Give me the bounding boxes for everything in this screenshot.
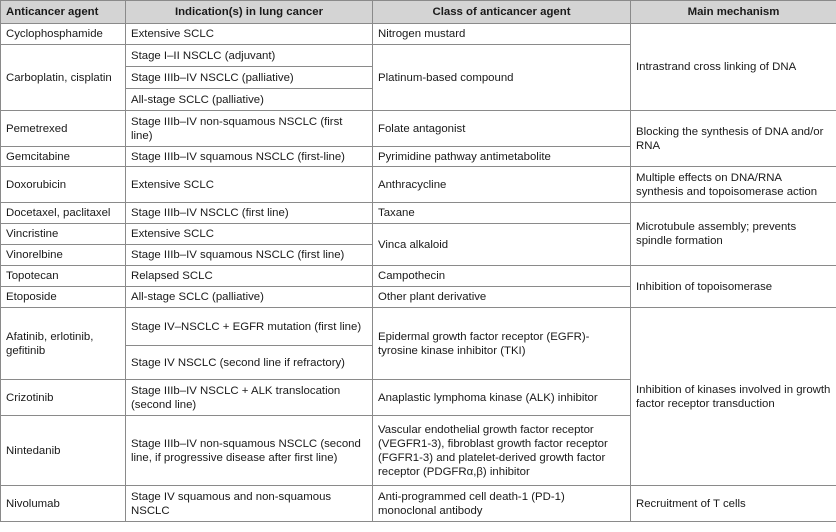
indication-cell: Stage I–II NSCLC (adjuvant) <box>126 45 373 67</box>
table-row <box>1 24 836 45</box>
class-cell: Platinum-based compound <box>373 45 631 111</box>
mechanism-cell: Inhibition of kinases involved in growth factor receptor transduction <box>631 308 836 486</box>
class-cell: Folate antagonist <box>373 111 631 147</box>
class-cell: Vascular endothelial growth factor receptor (VEGFR1-3), fibroblast growth factor receptor (FGFR1-3) and platelet-derived growth factor receptor (PDGFRα,β) inhibitor <box>373 416 631 486</box>
table-row <box>1 486 836 522</box>
indication-cell: Stage IV NSCLC (second line if refractory) <box>126 346 373 380</box>
agent-cell: Vinorelbine <box>1 245 126 266</box>
indication-cell: Stage IIIb–IV squamous NSCLC (first-line) <box>126 147 373 167</box>
agent-cell: Cyclophosphamide <box>1 24 126 45</box>
indication-cell: Stage IV squamous and non-squamous NSCLC <box>126 486 373 522</box>
class-cell: Other plant derivative <box>373 287 631 308</box>
indication-cell: Extensive SCLC <box>126 24 373 45</box>
indication-cell: All-stage SCLC (palliative) <box>126 287 373 308</box>
agent-cell: Crizotinib <box>1 380 126 416</box>
class-cell: Anti-programmed cell death-1 (PD-1) monoclonal antibody <box>373 486 631 522</box>
class-cell: Taxane <box>373 203 631 224</box>
mechanism-cell: Blocking the synthesis of DNA and/or RNA <box>631 111 836 167</box>
agent-cell: Afatinib, erlotinib, gefitinib <box>1 308 126 380</box>
header-class: Class of anticancer agent <box>373 1 631 24</box>
table-row <box>1 203 836 224</box>
agent-cell: Carboplatin, cisplatin <box>1 45 126 111</box>
class-cell: Campothecin <box>373 266 631 287</box>
table-row <box>1 266 836 287</box>
agent-cell: Etoposide <box>1 287 126 308</box>
header-mechanism: Main mechanism <box>631 1 836 24</box>
table-row <box>1 308 836 346</box>
header-indication: Indication(s) in lung cancer <box>126 1 373 24</box>
indication-cell: Stage IIIb–IV non-squamous NSCLC (first line) <box>126 111 373 147</box>
agent-cell: Nivolumab <box>1 486 126 522</box>
indication-cell: All-stage SCLC (palliative) <box>126 89 373 111</box>
indication-cell: Stage IIIb–IV NSCLC (palliative) <box>126 67 373 89</box>
indication-cell: Stage IIIb–IV NSCLC + ALK translocation (second line) <box>126 380 373 416</box>
class-cell: Anthracycline <box>373 167 631 203</box>
agent-cell: Doxorubicin <box>1 167 126 203</box>
indication-cell: Relapsed SCLC <box>126 266 373 287</box>
class-cell: Epidermal growth factor receptor (EGFR)-tyrosine kinase inhibitor (TKI) <box>373 308 631 380</box>
agent-cell: Docetaxel, paclitaxel <box>1 203 126 224</box>
indication-cell: Stage IIIb–IV NSCLC (first line) <box>126 203 373 224</box>
class-cell: Pyrimidine pathway antimetabolite <box>373 147 631 167</box>
indication-cell: Extensive SCLC <box>126 224 373 245</box>
indication-cell: Extensive SCLC <box>126 167 373 203</box>
header-row <box>1 1 836 24</box>
class-cell: Nitrogen mustard <box>373 24 631 45</box>
mechanism-cell: Multiple effects on DNA/RNA synthesis and topoisomerase action <box>631 167 836 203</box>
agent-cell: Nintedanib <box>1 416 126 486</box>
indication-cell: Stage IV–NSCLC + EGFR mutation (first line) <box>126 308 373 346</box>
agent-cell: Topotecan <box>1 266 126 287</box>
header-agent: Anticancer agent <box>1 1 126 24</box>
table-row <box>1 167 836 203</box>
mechanism-cell: Recruitment of T cells <box>631 486 836 522</box>
indication-cell: Stage IIIb–IV squamous NSCLC (first line) <box>126 245 373 266</box>
mechanism-cell: Microtubule assembly; prevents spindle formation <box>631 203 836 266</box>
class-cell: Vinca alkaloid <box>373 224 631 266</box>
table-row <box>1 111 836 147</box>
agent-cell: Vincristine <box>1 224 126 245</box>
class-cell: Anaplastic lymphoma kinase (ALK) inhibitor <box>373 380 631 416</box>
agent-cell: Pemetrexed <box>1 111 126 147</box>
mechanism-cell: Intrastrand cross linking of DNA <box>631 24 836 111</box>
indication-cell: Stage IIIb–IV non-squamous NSCLC (second line, if progressive disease after first line) <box>126 416 373 486</box>
agent-cell: Gemcitabine <box>1 147 126 167</box>
mechanism-cell: Inhibition of topoisomerase <box>631 266 836 308</box>
